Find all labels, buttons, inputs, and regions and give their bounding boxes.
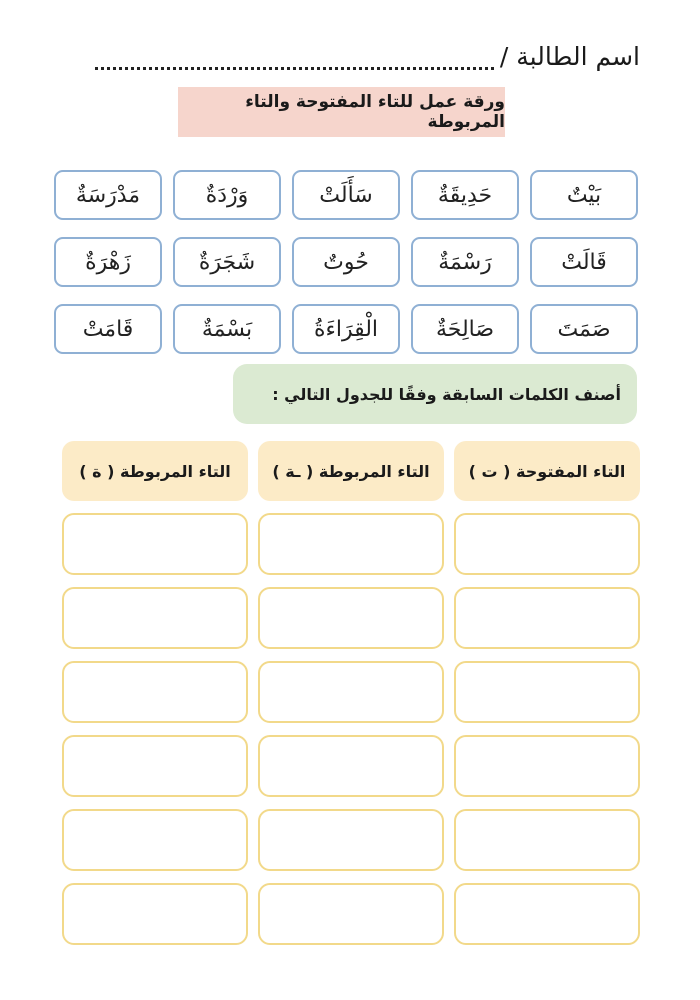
answer-box[interactable] bbox=[454, 661, 640, 723]
answer-box[interactable] bbox=[258, 587, 444, 649]
word-box: بَسْمَةٌ bbox=[173, 304, 281, 354]
student-name-label: اسم الطالبة / bbox=[499, 41, 640, 71]
word-box: وَرْدَةٌ bbox=[173, 170, 281, 220]
classification-table bbox=[62, 441, 640, 957]
instruction-banner: أصنف الكلمات السابقة وفقًا للجدول التالي : bbox=[233, 364, 637, 424]
word-box: قَامَتْ bbox=[54, 304, 162, 354]
column-open-taa bbox=[454, 441, 640, 957]
answer-box[interactable] bbox=[454, 513, 640, 575]
answer-box[interactable] bbox=[258, 809, 444, 871]
word-box: صَالِحَةٌ bbox=[411, 304, 519, 354]
answer-box[interactable] bbox=[62, 587, 248, 649]
answer-box[interactable] bbox=[258, 883, 444, 945]
word-box: قَالَتْ bbox=[530, 237, 638, 287]
answer-box[interactable] bbox=[62, 661, 248, 723]
answer-box[interactable] bbox=[62, 883, 248, 945]
worksheet-title: ورقة عمل للتاء المفتوحة والتاء المربوطة bbox=[178, 87, 505, 137]
word-box: رَسْمَةٌ bbox=[411, 237, 519, 287]
word-box: شَجَرَةٌ bbox=[173, 237, 281, 287]
word-box: حُوتٌ bbox=[292, 237, 400, 287]
answer-box[interactable] bbox=[62, 513, 248, 575]
column-tied-taa-connected bbox=[258, 441, 444, 957]
word-box: مَدْرَسَةٌ bbox=[54, 170, 162, 220]
answer-box[interactable] bbox=[62, 809, 248, 871]
answer-box[interactable] bbox=[258, 661, 444, 723]
word-grid bbox=[52, 170, 638, 354]
answer-box[interactable] bbox=[454, 883, 640, 945]
column-tied-taa-separate bbox=[62, 441, 248, 957]
answer-box[interactable] bbox=[454, 587, 640, 649]
student-name-line bbox=[95, 36, 640, 76]
word-box: زَهْرَةٌ bbox=[54, 237, 162, 287]
column-header: التاء المربوطة ( ـة ) bbox=[258, 441, 444, 501]
column-header: التاء المفتوحة ( ت ) bbox=[454, 441, 640, 501]
word-box: حَدِيقَةٌ bbox=[411, 170, 519, 220]
answer-box[interactable] bbox=[258, 513, 444, 575]
answer-box[interactable] bbox=[258, 735, 444, 797]
answer-box[interactable] bbox=[62, 735, 248, 797]
word-box: الْقِرَاءَةُ bbox=[292, 304, 400, 354]
answer-box[interactable] bbox=[454, 809, 640, 871]
student-name-blank[interactable] bbox=[95, 43, 494, 70]
answer-box[interactable] bbox=[454, 735, 640, 797]
word-box: سَأَلَتْ bbox=[292, 170, 400, 220]
word-box: بَيْتٌ bbox=[530, 170, 638, 220]
column-header: التاء المربوطة ( ة ) bbox=[62, 441, 248, 501]
word-box: صَمَتَ bbox=[530, 304, 638, 354]
